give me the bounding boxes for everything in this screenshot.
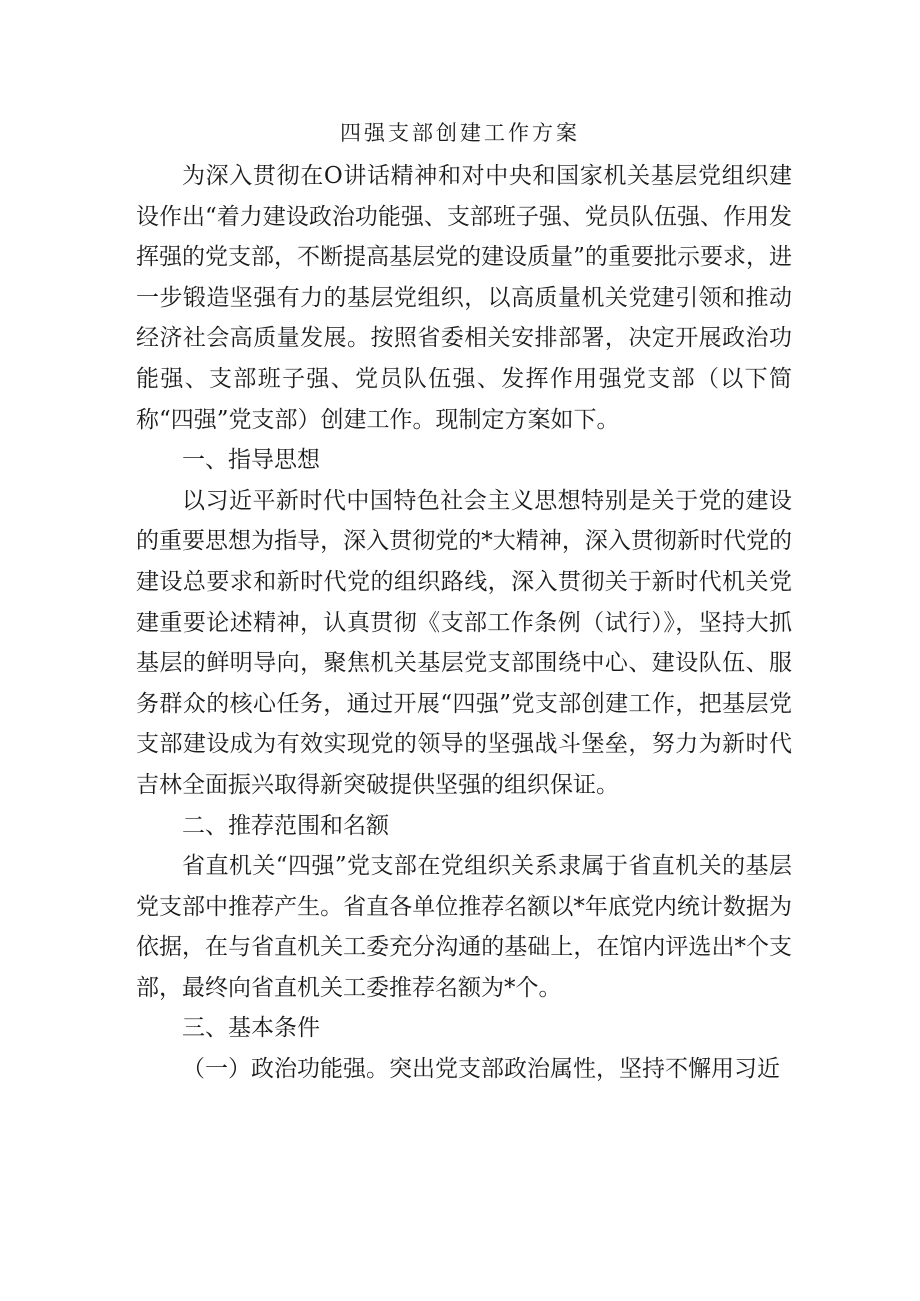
political-function-paragraph: （一）政治功能强。突出党支部政治属性，坚持不懈用习近 [182, 1056, 780, 1083]
guiding-ideology-paragraph: 以习近平新时代中国特色社会主义思想特别是关于党的建设的重要思想为指导，深入贯彻党的*大精神，深入贯彻新时代党的建设总要求和新时代党的组织路线，深入贯彻关于新时代机关党建重要论述精神，认真贯彻《支部工作条例（试行）》，坚持大抓基层的鲜明导向，聚焦机关基层党支部围绕中心、建设队伍、服务群众的核心任务，通过开展“四强”党支部创建工作，把基层党支部建设成为有效实现党的领导的坚强战斗堡垒，努力为新时代吉林全面振兴取得新突破提供坚强的组织保证。 [136, 487, 792, 798]
document-title: 四强支部创建工作方案 [340, 121, 580, 145]
document-body [136, 156, 792, 1090]
section-heading-scope-and-quota: 二、推荐范围和名额 [182, 812, 389, 839]
section-heading-basic-conditions: 三、基本条件 [182, 1015, 320, 1042]
scope-and-quota-paragraph: 省直机关“四强”党支部在党组织关系隶属于省直机关的基层党支部中推荐产生。省直各单位推荐名额以*年底党内统计数据为依据，在与省直机关工委充分沟通的基础上，在馆内评选出*个支部，最终向省直机关工委推荐名额为*个。 [136, 853, 792, 1001]
intro-paragraph: 为深入贯彻在O讲话精神和对中央和国家机关基层党组织建设作出“着力建设政治功能强、支部班子强、党员队伍强、作用发挥强的党支部，不断提高基层党的建设质量”的重要批示要求，进一步锻造坚强有力的基层党组织，以高质量机关党建引领和推动经济社会高质量发展。按照省委相关安排部署，决定开展政治功能强、支部班子强、党员队伍强、发挥作用强党支部（以下简称“四强”党支部）创建工作。现制定方案如下。 [136, 163, 792, 433]
section-heading-guiding-ideology: 一、指导思想 [182, 447, 320, 474]
